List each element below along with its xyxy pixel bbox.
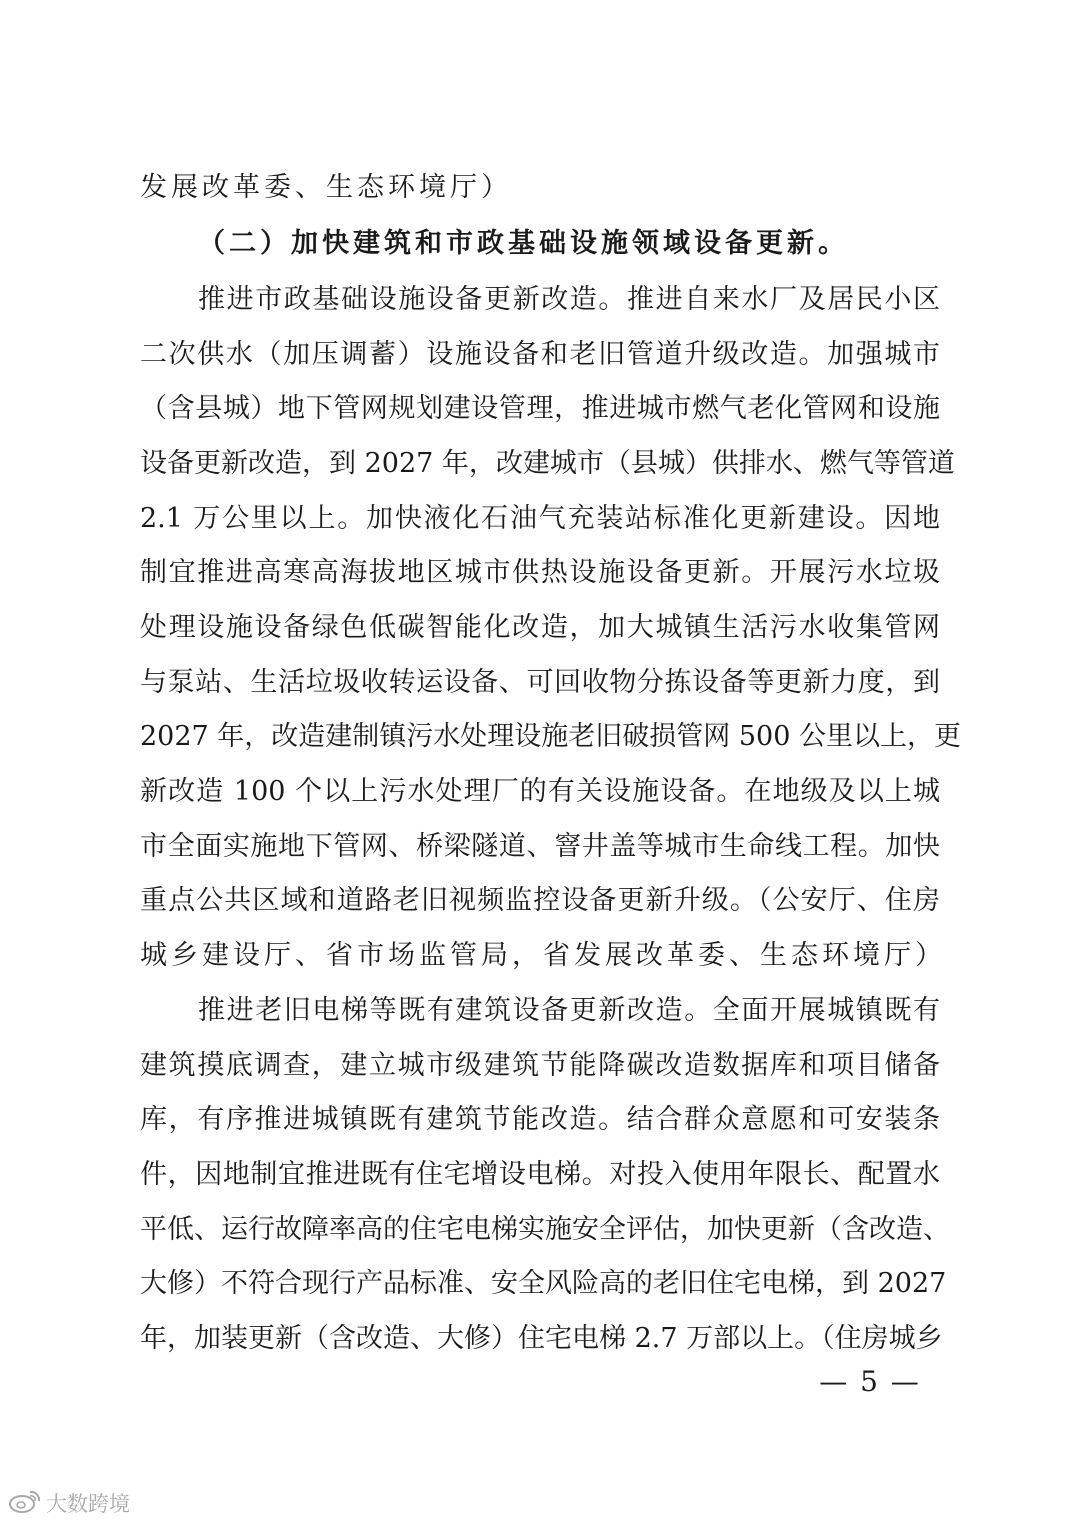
text-line-12: 新改造 100 个以上污水处理厂的有关设施设备。在地级及以上城 [140, 776, 940, 807]
text-line-19: 件，因地制宜推进既有住宅增设电梯。对投入使用年限长、配置水 [140, 1159, 940, 1190]
weibo-logo-icon [8, 1488, 46, 1519]
text-line-22: 年，加装更新（含改造、大修）住宅电梯 2.7 万部以上。（住房城乡 [140, 1323, 943, 1354]
text-line-1: 发展改革委、生态环境厅） [140, 172, 512, 203]
text-line-9: 处理设施设备绿色低碳智能化改造，加大城镇生活污水收集管网 [140, 612, 940, 643]
section-heading: （二）加快建筑和市政基础设施领域设备更新。 [198, 228, 849, 259]
text-line-10: 与泵站、生活垃圾收转运设备、可回收物分拣设备等更新力度，到 [140, 667, 940, 698]
text-line-21: 大修）不符合现行产品标准、安全风险高的老旧住宅电梯，到 2027 [140, 1268, 947, 1299]
text-line-5: （含县城）地下管网规划建设管理，推进城市燃气老化管网和设施 [140, 393, 940, 424]
text-line-14: 重点公共区域和道路老旧视频监控设备更新升级。（公安厅、住房 [140, 885, 940, 916]
text-line-7: 2.1 万公里以上。加快液化石油气充装站标准化更新建设。因地 [140, 503, 940, 534]
text-line-4: 二次供水（加压调蓄）设施设备和老旧管道升级改造。加强城市 [140, 339, 940, 370]
text-line-6: 设备更新改造，到 2027 年，改建城市（县城）供排水、燃气等管道 [140, 448, 955, 479]
watermark-text: 大数跨境 [46, 1492, 130, 1516]
text-line-18: 库，有序推进城镇既有建筑节能改造。结合群众意愿和可安装条 [140, 1104, 940, 1135]
text-line-13: 市全面实施地下管网、桥梁隧道、窨井盖等城市生命线工程。加快 [140, 831, 940, 862]
text-line-20: 平低、运行故障率高的住宅电梯实施安全评估，加快更新（含改造、 [140, 1214, 950, 1245]
text-line-11: 2027 年，改造建制镇污水处理设施老旧破损管网 500 公里以上，更 [140, 721, 961, 752]
text-line-3: 推进市政基础设施设备更新改造。推进自来水厂及居民小区 [198, 284, 940, 315]
text-line-15: 城乡建设厅、省市场监管局，省发展改革委、生态环境厅） [140, 940, 946, 971]
watermark [8, 1488, 130, 1518]
text-line-17: 建筑摸底调查，建立城市级建筑节能降碳改造数据库和项目储备 [140, 1050, 940, 1081]
text-line-16: 推进老旧电梯等既有建筑设备更新改造。全面开展城镇既有 [198, 995, 940, 1026]
page-number: — 5 — [819, 1365, 921, 1398]
text-line-8: 制宜推进高寒高海拔地区城市供热设施设备更新。开展污水垃圾 [140, 557, 940, 588]
